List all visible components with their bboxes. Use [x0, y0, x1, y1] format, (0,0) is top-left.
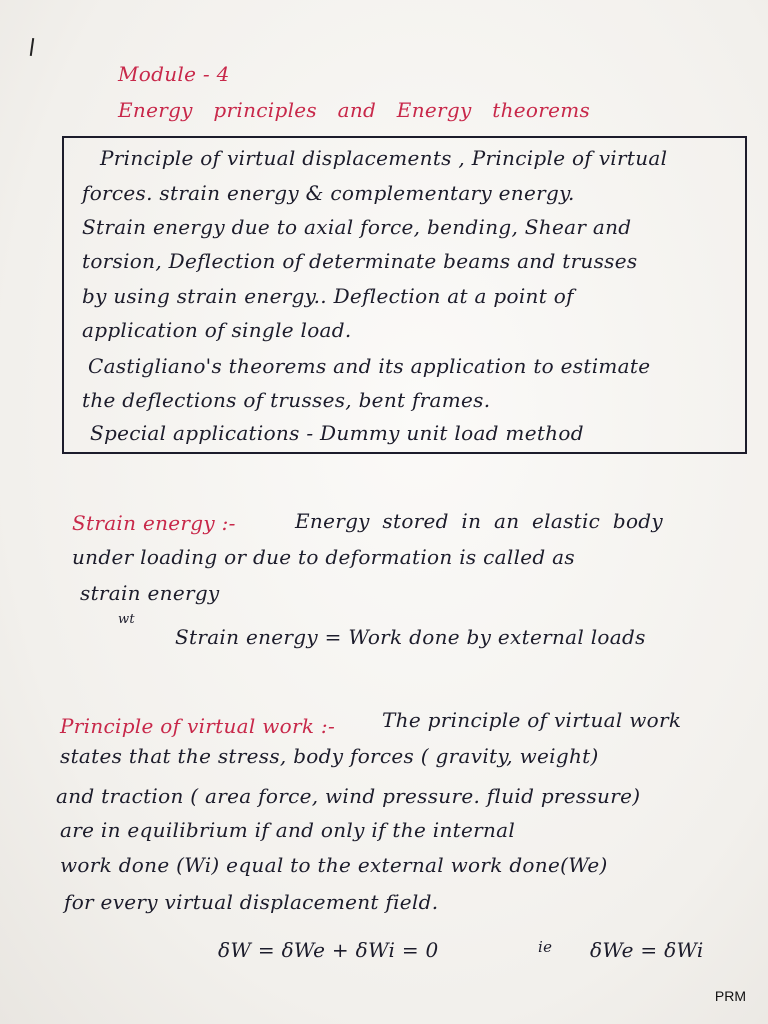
- syllabus-line-8: the deflections of trusses, bent frames.: [82, 388, 491, 412]
- module-title: Energy principles and Energy theorems: [118, 98, 591, 122]
- syllabus-line-1: Principle of virtual displacements , Principle of virtual: [100, 146, 668, 170]
- strain-energy-formula: Strain energy = Work done by external loads: [175, 625, 646, 649]
- virtual-work-def-line-6: for every virtual displacement field.: [64, 890, 439, 914]
- virtual-work-def-line-3: and traction ( area force, wind pressure. fluid pressure): [56, 784, 641, 808]
- virtual-work-equation-2: δWe = δWi: [590, 938, 704, 962]
- syllabus-line-3: Strain energy due to axial force, bending, Shear and: [82, 215, 632, 239]
- strain-energy-def-line-2: under loading or due to deformation is called as: [72, 545, 575, 569]
- ie-label: ie: [538, 938, 553, 956]
- margin-tick-mark: [30, 38, 34, 56]
- virtual-work-def-line-2: states that the stress, body forces ( gravity, weight): [60, 744, 599, 768]
- syllabus-line-9: Special applications - Dummy unit load method: [90, 421, 584, 445]
- strain-energy-note: wt: [118, 612, 135, 627]
- virtual-work-def-line-4: are in equilibrium if and only if the internal: [60, 818, 516, 842]
- syllabus-line-6: application of single load.: [82, 318, 352, 342]
- virtual-work-equation: δW = δWe + δWi = 0: [218, 938, 439, 962]
- virtual-work-def-line-5: work done (Wi) equal to the external work done(We): [60, 853, 608, 877]
- syllabus-line-5: by using strain energy.. Deflection at a point of: [82, 284, 574, 308]
- strain-energy-term: Strain energy :-: [72, 511, 236, 535]
- virtual-work-term: Principle of virtual work :-: [60, 714, 336, 738]
- syllabus-line-7: Castigliano's theorems and its application to estimate: [88, 354, 651, 378]
- strain-energy-def-line-1: Energy stored in an elastic body: [295, 509, 663, 533]
- strain-energy-def-line-3: strain energy: [80, 581, 220, 605]
- prm-mark: PRM: [714, 988, 746, 1004]
- syllabus-line-4: torsion, Deflection of determinate beams and trusses: [82, 249, 638, 273]
- syllabus-line-2: forces. strain energy & complementary energy.: [82, 181, 575, 205]
- virtual-work-def-line-1: The principle of virtual work: [382, 708, 682, 732]
- module-number: Module - 4: [118, 62, 230, 86]
